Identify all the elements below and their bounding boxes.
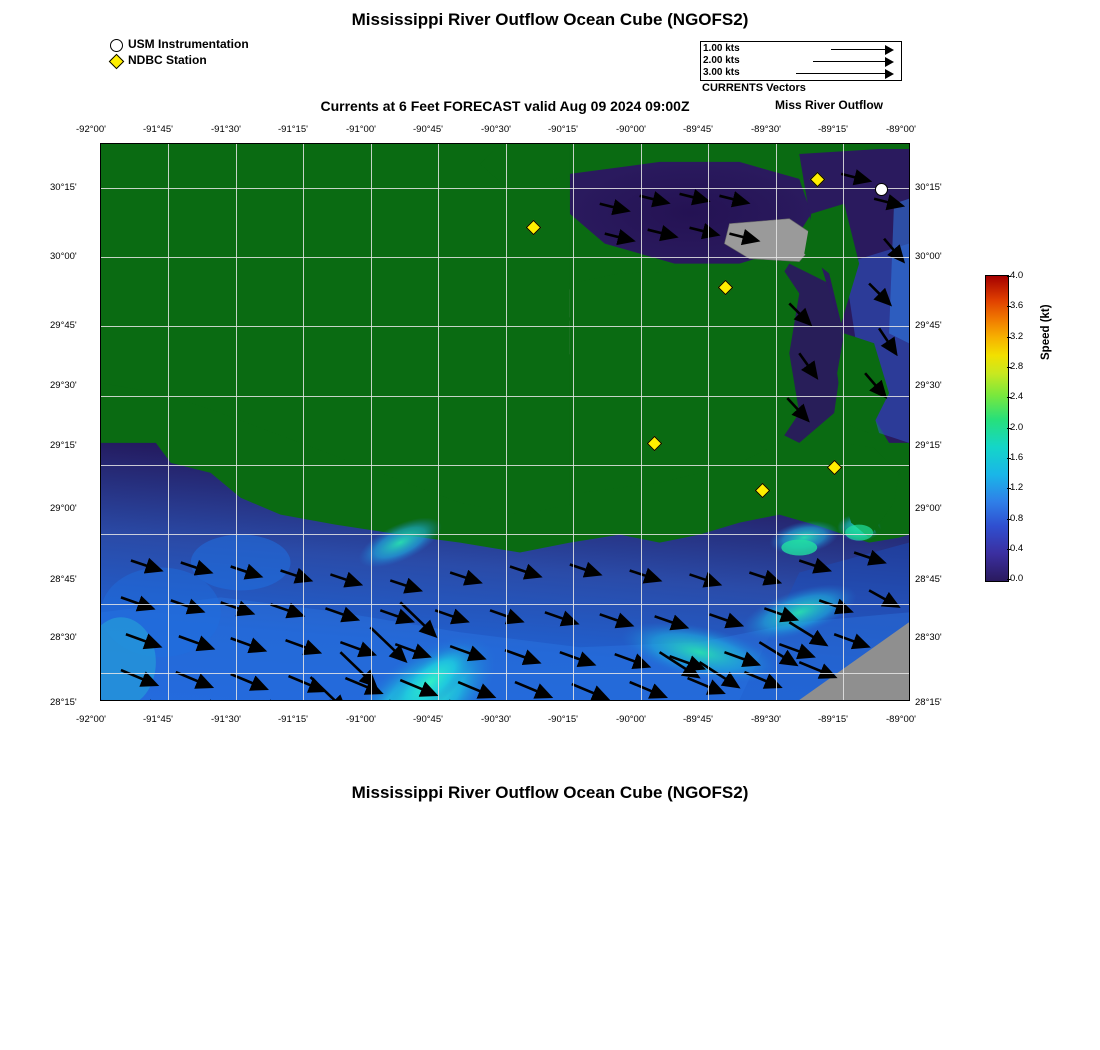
y-axis-tick-right: 29°15'	[915, 440, 942, 451]
gridline-horizontal	[101, 534, 909, 535]
y-axis-tick-right: 30°15'	[915, 182, 942, 193]
y-axis-tick-left: 29°15'	[50, 440, 77, 451]
vector-arrow-head-2	[885, 57, 894, 67]
gridline-vertical	[303, 144, 304, 700]
map-plot-area[interactable]	[100, 143, 910, 701]
y-axis-tick-right: 29°30'	[915, 380, 942, 391]
y-axis-tick-left: 29°45'	[50, 320, 77, 331]
yellow-diamond-marker-icon	[109, 54, 125, 70]
colorbar-tick-label: 0.4	[1010, 543, 1024, 554]
x-axis-tick-top: -90°00'	[616, 124, 646, 135]
x-axis-tick-bottom: -91°00'	[346, 714, 376, 725]
colorbar-title: Speed (kt)	[1040, 304, 1052, 360]
legend-item-usm	[110, 37, 249, 51]
white-circle-marker-icon	[110, 39, 123, 52]
x-axis-tick-top: -91°15'	[278, 124, 308, 135]
x-axis-tick-bottom: -90°00'	[616, 714, 646, 725]
gridline-vertical	[843, 144, 844, 700]
x-axis-tick-bottom: -89°00'	[886, 714, 916, 725]
gridline-vertical	[708, 144, 709, 700]
colorbar-tick-label: 2.4	[1010, 391, 1024, 402]
y-axis-tick-right: 28°15'	[915, 697, 942, 708]
colorbar-tick-label: 0.8	[1010, 513, 1024, 524]
y-axis-tick-right: 30°00'	[915, 251, 942, 262]
y-axis-tick-left: 29°30'	[50, 380, 77, 391]
x-axis-tick-bottom: -91°15'	[278, 714, 308, 725]
current-speed-field	[101, 144, 909, 700]
legend-label-usm: USM Instrumentation	[128, 37, 249, 51]
x-axis-tick-bottom: -90°45'	[413, 714, 443, 725]
x-axis-tick-top: -89°45'	[683, 124, 713, 135]
vector-arrow-head-3	[885, 69, 894, 79]
gridline-horizontal	[101, 673, 909, 674]
x-axis-tick-top: -91°00'	[346, 124, 376, 135]
vector-arrow-shaft-3	[796, 73, 886, 74]
x-axis-tick-top: -90°30'	[481, 124, 511, 135]
x-axis-tick-bottom: -89°30'	[751, 714, 781, 725]
gridline-vertical	[573, 144, 574, 700]
y-axis-tick-left: 28°45'	[50, 574, 77, 585]
x-axis-tick-bottom: -89°45'	[683, 714, 713, 725]
gridline-horizontal	[101, 326, 909, 327]
legend-item-ndbc	[110, 53, 207, 67]
colorbar-tick-label: 4.0	[1010, 270, 1024, 281]
forecast-subtitle: Currents at 6 Feet FORECAST valid Aug 09 2024 09:00Z	[320, 98, 690, 114]
gridline-horizontal	[101, 188, 909, 189]
y-axis-tick-left: 29°00'	[50, 503, 77, 514]
page-title: Mississippi River Outflow Ocean Cube (NGOFS2)	[351, 10, 749, 29]
vector-scale-label-2: 2.00 kts	[703, 55, 740, 66]
legend-label-ndbc: NDBC Station	[128, 53, 207, 67]
gridline-vertical	[236, 144, 237, 700]
x-axis-tick-top: -91°30'	[211, 124, 241, 135]
gridline-vertical	[371, 144, 372, 700]
y-axis-tick-left: 30°00'	[50, 251, 77, 262]
colorbar-tick-label: 1.2	[1010, 482, 1024, 493]
gridline-horizontal	[101, 465, 909, 466]
x-axis-tick-bottom: -89°15'	[818, 714, 848, 725]
gridline-vertical	[506, 144, 507, 700]
y-axis-tick-right: 28°45'	[915, 574, 942, 585]
y-axis-tick-right: 29°45'	[915, 320, 942, 331]
gridline-vertical	[641, 144, 642, 700]
x-axis-tick-bottom: -91°45'	[143, 714, 173, 725]
vector-scale-caption: CURRENTS Vectors	[702, 82, 806, 94]
colorbar-tick-label: 1.6	[1010, 452, 1024, 463]
x-axis-tick-bottom: -90°30'	[481, 714, 511, 725]
x-axis-tick-bottom: -91°30'	[211, 714, 241, 725]
y-axis-tick-right: 28°30'	[915, 632, 942, 643]
vector-arrow-head-1	[885, 45, 894, 55]
vector-scale-label-3: 3.00 kts	[703, 67, 740, 78]
vector-arrow-shaft-2	[813, 61, 886, 62]
gridline-vertical	[168, 144, 169, 700]
vector-arrow-shaft-1	[831, 49, 886, 50]
colorbar-tick-label: 2.8	[1010, 361, 1024, 372]
colorbar-tick-label: 3.6	[1010, 300, 1024, 311]
gridline-horizontal	[101, 604, 909, 605]
vector-scale-label-1: 1.00 kts	[703, 43, 740, 54]
x-axis-tick-top: -89°15'	[818, 124, 848, 135]
x-axis-tick-top: -89°00'	[886, 124, 916, 135]
vector-scale-box	[700, 41, 902, 81]
colorbar-tick-label: 2.0	[1010, 422, 1024, 433]
x-axis-tick-top: -91°45'	[143, 124, 173, 135]
colorbar-tick-label: 0.0	[1010, 573, 1024, 584]
gridline-vertical	[438, 144, 439, 700]
x-axis-tick-top: -90°15'	[548, 124, 578, 135]
x-axis-tick-top: -92°00'	[76, 124, 106, 135]
x-axis-tick-top: -90°45'	[413, 124, 443, 135]
gridline-horizontal	[101, 257, 909, 258]
y-axis-tick-left: 28°15'	[50, 697, 77, 708]
footer-title: Mississippi River Outflow Ocean Cube (NGOFS2)	[351, 783, 749, 802]
y-axis-tick-right: 29°00'	[915, 503, 942, 514]
gridline-vertical	[776, 144, 777, 700]
x-axis-tick-top: -89°30'	[751, 124, 781, 135]
x-axis-tick-bottom: -92°00'	[76, 714, 106, 725]
speed-colorbar	[985, 275, 1009, 582]
colorbar-tick-label: 3.2	[1010, 331, 1024, 342]
gridline-horizontal	[101, 396, 909, 397]
usm-instrumentation-marker[interactable]	[875, 183, 888, 196]
y-axis-tick-left: 30°15'	[50, 182, 77, 193]
outflow-annotation: Miss River Outflow	[775, 98, 884, 112]
y-axis-tick-left: 28°30'	[50, 632, 77, 643]
x-axis-tick-bottom: -90°15'	[548, 714, 578, 725]
